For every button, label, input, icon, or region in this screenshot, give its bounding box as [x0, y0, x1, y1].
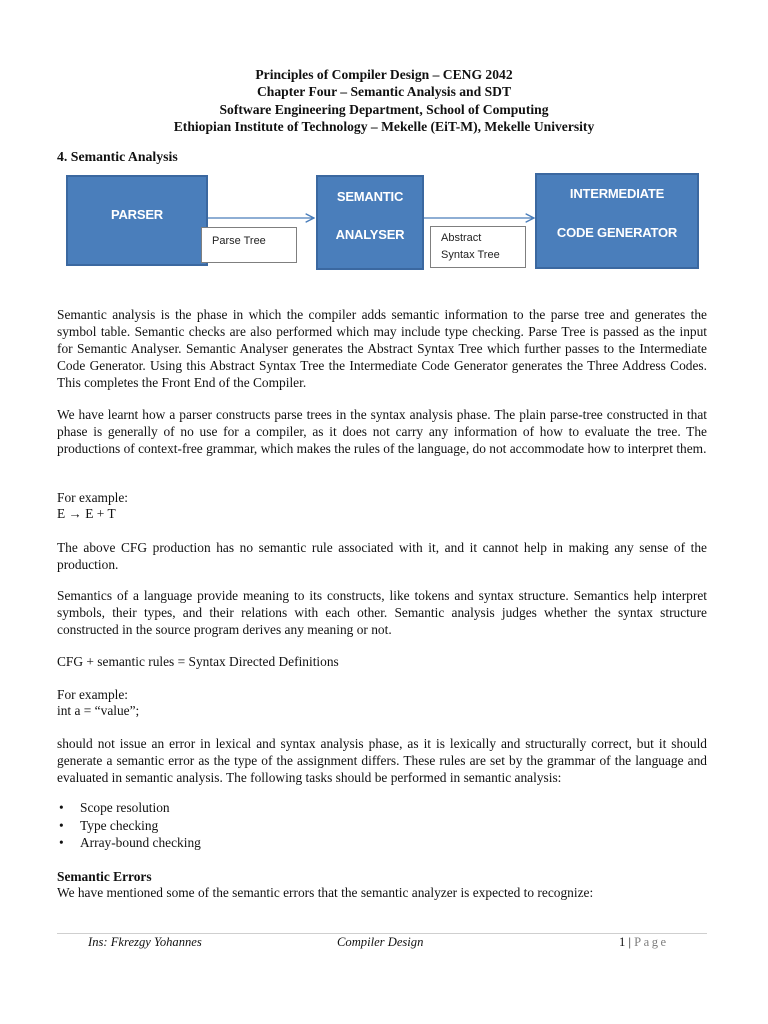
paragraph-semantic-error: should not issue an error in lexical and syntax analysis phase, as it is lexically and structurally correct, but it should generate a semantic error as the type of the assignment differs. These rules are set by the grammar of the language and evaluated in semantic analysis. The following tasks should be performed in semantic analysis: — [57, 736, 707, 785]
footer-page-number — [619, 935, 669, 950]
ast-label-line2: Syntax Tree — [441, 249, 500, 261]
sdd-equation: CFG + semantic rules = Syntax Directed Definitions — [57, 654, 339, 669]
page-label: Page — [634, 935, 669, 949]
page-number-value: 1 — [619, 935, 626, 949]
footer-author: Ins: Fkrezgy Yohannes — [88, 935, 202, 949]
paragraph-parse-tree: We have learnt how a parser constructs parse trees in the syntax analysis phase. The plain parse-tree constructed in that phase is generally of no use for a compiler, as it does not carry any information of how to evaluate the tree. The productions of context-free grammar, which makes the rules of the language, do not accommodate how to interpret them. — [57, 407, 707, 456]
semantic-errors-heading: Semantic Errors — [57, 869, 152, 884]
page-number-separator: | — [625, 935, 635, 949]
parser-label: PARSER — [110, 207, 163, 222]
chapter-title: Chapter Four – Semantic Analysis and SDT — [256, 84, 512, 100]
footer-course: Compiler Design — [337, 935, 424, 949]
list-item: • Array-bound checking — [59, 835, 201, 850]
semantic-tasks-list — [57, 799, 201, 852]
parse-tree-label-box — [201, 227, 297, 263]
semantic-label-line2: ANALYSER — [335, 227, 405, 242]
document-header — [0, 66, 768, 136]
list-item-text: Scope resolution — [80, 800, 170, 815]
code-example: int a = “value”; — [57, 703, 140, 718]
intermediate-code-generator-box — [535, 173, 699, 269]
list-item: • Scope resolution — [59, 800, 170, 815]
paragraph-no-semantic-rule: The above CFG production has no semantic rule associated with it, and it cannot help in making any sense of the production. — [57, 540, 707, 572]
paragraph-semantic-errors-intro: We have mentioned some of the semantic errors that the semantic analyzer is expected to recognize: — [57, 885, 594, 900]
list-item: • Type checking — [59, 817, 159, 833]
parser-box — [66, 175, 208, 266]
abstract-syntax-tree-label-box — [430, 226, 526, 268]
list-item-text: Array-bound checking — [80, 835, 201, 850]
paragraph-semantics-meaning: Semantics of a language provide meaning to its constructs, like tokens and syntax structure. Semantics help interpret symbols, their types, and their relations with each other. Semantic analysis judges whether the syntax structure constructed in the source program derives any meaning or not. — [57, 588, 707, 637]
semantic-analyser-box — [316, 175, 424, 270]
for-example-label-2: For example: — [57, 687, 129, 702]
parse-tree-label: Parse Tree — [212, 235, 266, 247]
paragraph-semantic-analysis-intro: Semantic analysis is the phase in which the compiler adds semantic information to the parse tree and generates the symbol table. Semantic checks are also performed which may include type checking. Parse Tree is passed as the input for Semantic Analyser. Semantic Analyser generates the Abstract Syntax Tree which further passes to the Intermediate Code Generator. Using this Abstract Syntax Tree the Intermediate Code Generator generates the Three Address Codes. This completes the Front End of the Compiler. — [57, 307, 707, 390]
list-item-text: Type checking — [80, 817, 159, 833]
ast-label-line1: Abstract — [441, 232, 482, 244]
section-title: 4. Semantic Analysis — [57, 149, 178, 164]
for-example-label-1: For example: — [57, 490, 129, 505]
cfg-production: E → E + T — [57, 506, 116, 521]
semantic-label-line1: SEMANTIC — [336, 189, 404, 204]
department-line: Software Engineering Department, School of Computing — [219, 101, 549, 117]
intermediate-label-line2: CODE GENERATOR — [556, 225, 678, 240]
intermediate-label-line1: INTERMEDIATE — [569, 186, 665, 201]
footer-divider — [57, 933, 707, 934]
course-title: Principles of Compiler Design – CENG 2042 — [255, 67, 513, 82]
institution-line: Ethiopian Institute of Technology – Mekelle (EiT-M), Mekelle University — [173, 119, 595, 135]
